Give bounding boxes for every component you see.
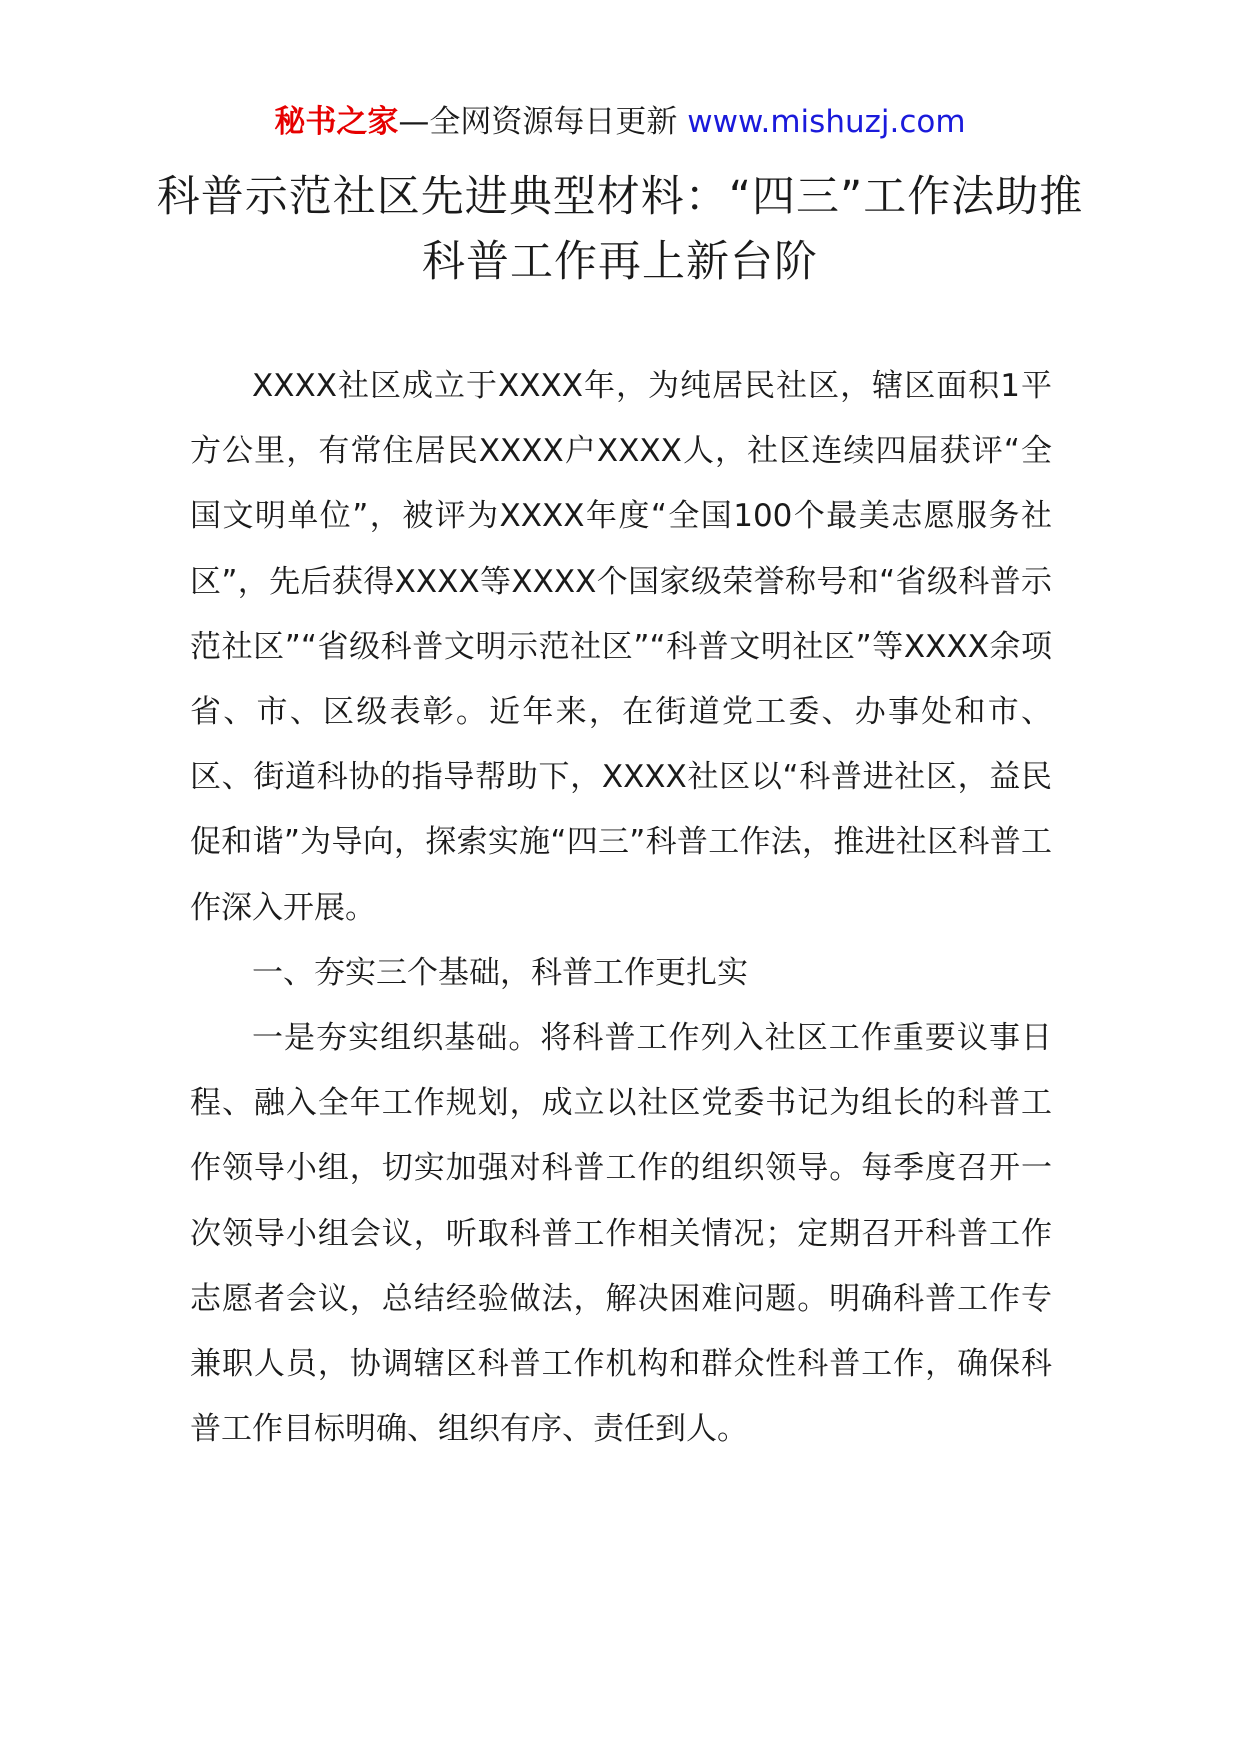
body-paragraph: 一是夯实组织基础。将科普工作列入社区工作重要议事日程、融入全年工作规划，成立以社区党委书记为组长的科普工作领导小组，切实加强对科普工作的组织领导。每季度召开一次领导小组会议，听取科普工作相关情况；定期召开科普工作志愿者会议，总结经验做法，解决困难问题。明确科普工作专兼职人员，协调辖区科普工作机构和群众性科普工作，确保科普工作目标明确、组织有序、责任到人。 (190, 1020, 1052, 1448)
site-header (0, 100, 1240, 144)
document-body (190, 354, 1052, 1462)
document-title: 科普示范社区先进典型材料：“四三”工作法助推科普工作再上新台阶 (156, 172, 1084, 287)
brand-name: 秘书之家 (274, 104, 399, 140)
site-url-link[interactable]: www.mishuzj.com (687, 104, 966, 140)
header-tagline: —全网资源每日更新 (398, 104, 688, 140)
section-heading: 一、夯实三个基础，科普工作更扎实 (252, 954, 748, 991)
intro-paragraph: XXXX社区成立于XXXX年，为纯居民社区，辖区面积1平方公里，有常住居民XXXX户XXXX人，社区连续四届获评“全国文明单位”，被评为XXXX年度“全国100个最美志愿服务社区”，先后获得XXXX等XXXX个国家级荣誉称号和“省级科普示范社区”“省级科普文明示范社区”“科普文明社区”等XXXX余项省、市、区级表彰。近年来，在街道党工委、办事处和市、区、街道科协的指导帮助下，XXXX社区以“科普进社区，益民促和谐”为导向，探索实施“四三”科普工作法，推进社区科普工作深入开展。 (190, 368, 1052, 926)
